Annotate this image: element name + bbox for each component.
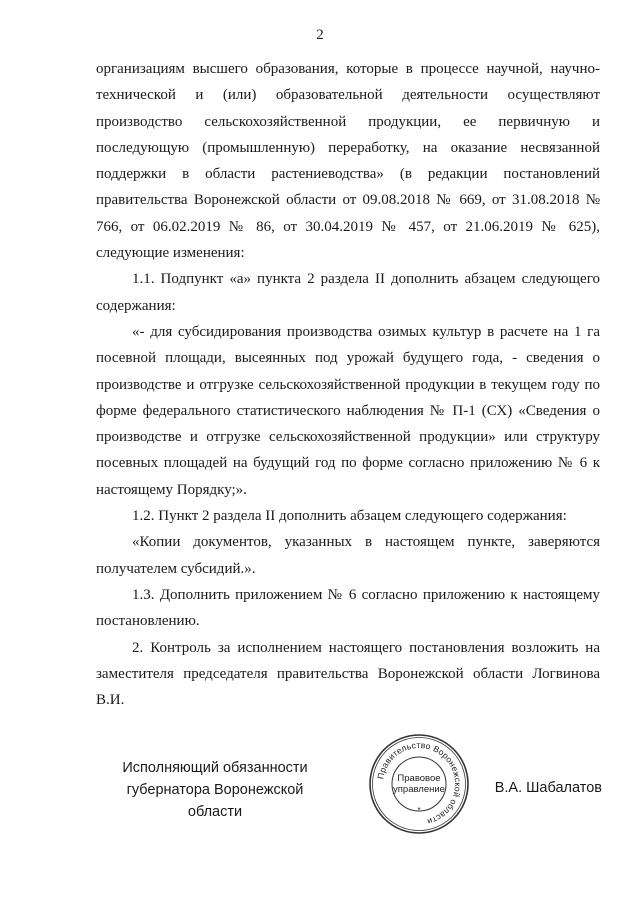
stamp-inner-line1: Правовое [397,773,441,784]
signatory-title [100,757,330,823]
paragraph-1-1-text: «- для субсидирования производства озимых культур в расчете на 1 га посевной площади, высеянных под урожай будущего года, - сведения о производстве и отгрузке сельскохозяйственной продукции в текущем году по форме федерального статистического наблюдения № П-1 (СХ) «Сведения о производстве и отгрузке сельскохозяйственной продукции» или структуру посевных площадей на будущий год по форме согласно приложению № 6 к настоящему Порядку;». [96,323,600,498]
stamp-ring-text: Правительство Воронежской области [375,739,464,827]
signatory-title-line1: Исполняющий обязанности [122,760,308,776]
paragraph-1-2: 1.2. Пункт 2 раздела II дополнить абзацем следующего содержания: [132,508,567,525]
stamp-inner-text [368,773,470,795]
paragraph-1-2-text: «Копии документов, указанных в настоящем пункте, заверяются получателем субсидий.». [96,534,600,577]
paragraph-intro: организациям высшего образования, которые в процессе научной, научно-технической и (или) образовательной деятельности осуществляют производство сельскохозяйственной продукции, ее первичную и последующую (промышленную) переработку, на оказание несвязанной поддержки в области растениеводства» (в редакции постановлений правительства Воронежской области от 09.08.2018 № 669, от 31.08.2018 № 766, от 06.02.2019 № 86, от 30.04.2019 № 457, от 21.06.2019 № 625), следующие изменения: [96,61,600,262]
stamp-inner-line2: управление [393,784,445,795]
stamp-star: * [417,806,421,815]
signatory-name: В.А. Шабалатов [494,780,602,796]
paragraph-2: 2. Контроль за исполнением настоящего постановления возложить на заместителя председателя правительства Воронежской области Логвинова В.И. [96,639,600,709]
page-number: 2 [316,27,324,43]
paragraph-1-3: 1.3. Дополнить приложением № 6 согласно приложению к настоящему постановлению. [96,586,600,630]
signatory-title-line2: губернатора Воронежской области [126,782,304,820]
paragraph-1-1: 1.1. Подпункт «а» пункта 2 раздела II дополнить абзацем следующего содержания: [96,271,600,314]
official-stamp [368,733,470,835]
document-body [96,56,600,713]
